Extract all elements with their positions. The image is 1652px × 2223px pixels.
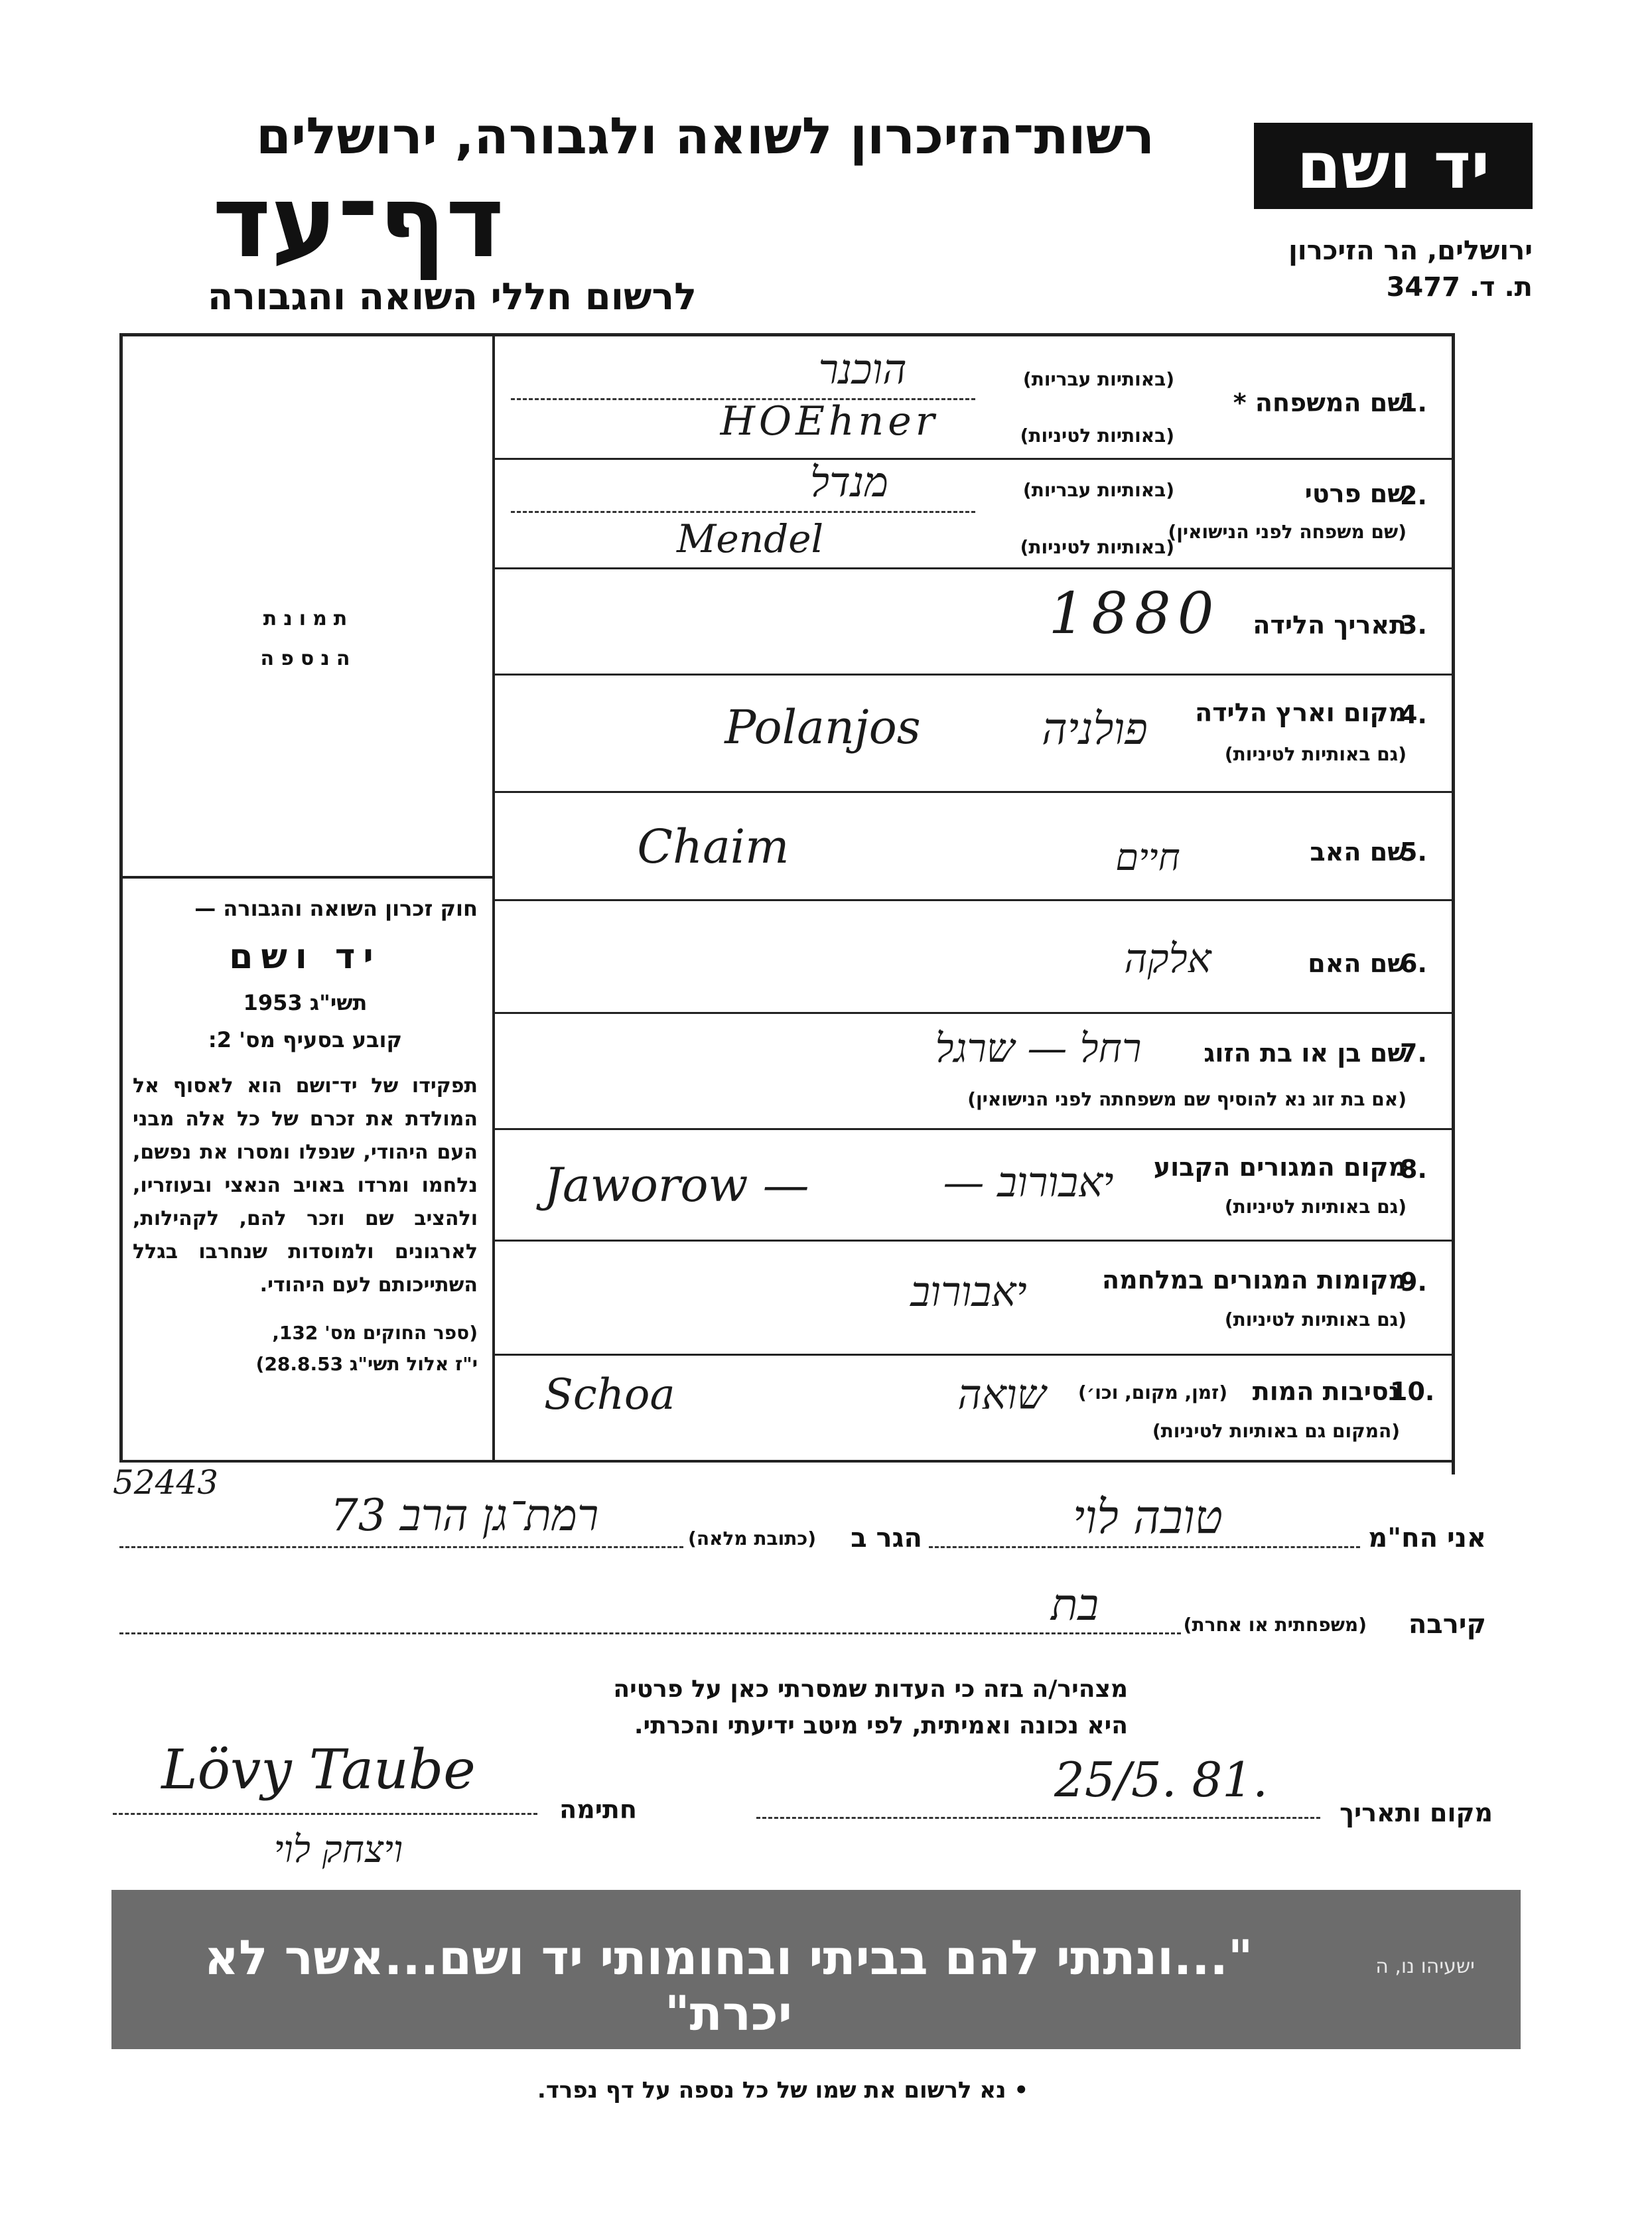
signature-value[interactable]: Lövy Taube: [161, 1739, 476, 1802]
address-line: ירושלים, הר הזיכרון: [1288, 236, 1533, 266]
field-4-value-latin[interactable]: Polanjos: [724, 700, 921, 754]
signature-hebrew: ויצחק לוי: [273, 1828, 403, 1871]
field-3-number: 3.: [1400, 610, 1427, 640]
law-title: חוק זכרון השואה והגבורה —: [194, 896, 478, 921]
field-3-label: תאריך הלידה: [1253, 610, 1407, 640]
signature-underline: [113, 1813, 537, 1815]
field-4-value-hebrew[interactable]: פולניה: [1042, 703, 1148, 754]
field-7-number: 7.: [1400, 1039, 1427, 1068]
field-1-hint-hebrew: (באותיות עבריות): [1022, 368, 1174, 390]
field-7-sublabel: (אם בת זוג נא להוסיף שם משפחתה לפני הנישואין): [967, 1088, 1407, 1110]
field-8-number: 8.: [1400, 1155, 1427, 1184]
field-2-value-latin[interactable]: Mendel: [677, 516, 824, 561]
field-1-hint-latin: (באותיות לטיניות): [1020, 425, 1174, 447]
row-divider-7: [492, 1128, 1454, 1130]
banner-source: ישעיהו נו, ה: [1375, 1955, 1475, 1978]
law-reference-1: (ספר החוקים מס' 132,: [272, 1322, 478, 1344]
form-title: דף־עד: [212, 165, 504, 280]
declarant-underline: [929, 1546, 1360, 1548]
field-2-hint-hebrew: (באותיות עבריות): [1022, 479, 1174, 501]
field-6-number: 6.: [1400, 949, 1427, 978]
row-divider-3: [492, 674, 1454, 676]
field-10-label-hint: (זמן, מקום, וכו׳): [1078, 1382, 1227, 1403]
field-5-value-hebrew[interactable]: חיים: [1115, 836, 1180, 879]
field-2-value-hebrew[interactable]: מנדל: [810, 458, 888, 506]
statement-line-1: מצהיר/ה בזה כי העדות שמסרתי כאן על פרטיה: [613, 1676, 1128, 1703]
institution-name: רשות־הזיכרון לשואה ולגבורה, ירושלים: [256, 106, 1154, 165]
field-3-value[interactable]: 1880: [1048, 581, 1221, 647]
field-5-label: שם האב: [1310, 837, 1407, 867]
law-name: יד ושם: [229, 937, 381, 977]
field-4-label: מקום וארץ הלידה: [1195, 698, 1407, 727]
field-2-sublabel: (שם משפחה לפני הנישואין): [1168, 521, 1407, 543]
field-1-number: 1.: [1400, 388, 1427, 417]
form-left-border: [119, 333, 123, 1461]
field-10-value-latin[interactable]: Schoa: [544, 1370, 675, 1419]
address-value[interactable]: רמת־גן הרב 73: [330, 1490, 599, 1541]
field-1-value-latin[interactable]: HOEhner: [720, 398, 939, 445]
field-9-label: מקומות המגורים במלחמה: [1101, 1265, 1407, 1295]
po-box: ת. ד. 3477: [1386, 272, 1533, 303]
resides-label: הגר ב: [851, 1523, 922, 1553]
field-8-label: מקום המגורים הקבוע: [1153, 1153, 1407, 1182]
statement-line-2: היא נכונה ואמיתית, לפי מיטב ידיעתי והכרתי.: [634, 1712, 1128, 1739]
field-4-sublabel: (גם באותיות לטיניות): [1224, 743, 1407, 765]
row-divider-4: [492, 791, 1454, 793]
field-10-number: 10.: [1390, 1377, 1435, 1406]
field-7-label: שם בן או בת הזוג: [1204, 1039, 1407, 1068]
law-section: קובע בסעיף מס' 2:: [208, 1027, 403, 1052]
form-subtitle: לרשום חללי השואה והגבורה: [207, 275, 697, 319]
field-5-value-latin[interactable]: Chaim: [637, 820, 790, 874]
field-10-value-hebrew[interactable]: שואה: [957, 1370, 1046, 1419]
field-2-hint-latin: (באותיות לטיניות): [1020, 536, 1174, 558]
date-underline: [756, 1817, 1320, 1819]
field-9-value[interactable]: יאבורוב: [910, 1267, 1027, 1316]
photo-placeholder-line1: תמונת: [263, 607, 354, 630]
field-9-number: 9.: [1400, 1267, 1427, 1297]
field-9-sublabel: (גם באותיות לטיניות): [1224, 1309, 1407, 1330]
field-5-number: 5.: [1400, 837, 1427, 867]
declarant-name[interactable]: טובה לוי: [1072, 1490, 1223, 1544]
row-divider-6: [492, 1012, 1454, 1014]
field-8-sublabel: (גם באותיות לטיניות): [1224, 1196, 1407, 1218]
law-box: [133, 896, 478, 1375]
declarant-label: אני הח"מ: [1368, 1523, 1486, 1553]
address-underline: [119, 1546, 683, 1548]
law-body: תפקידו של יד־ושם הוא לאסוף אל המולדת את זכרם של כל אלה מבני העם היהודי, שנפלו ומסרו את נפשם, נלחמו ומרדו באויב הנאצי ובעוזריו, ולהציב שם וזכר להם, לקהילות, לארגונים ולמוסדות שנחרבו בגלל השתייכותם לעם היהודי.: [133, 1074, 478, 1297]
field-2-number: 2.: [1400, 481, 1427, 510]
field-1-value-hebrew[interactable]: הוכנר: [818, 345, 907, 394]
law-reference-2: י"ז אלול תשי"ג 28.8.53): [255, 1353, 478, 1375]
relation-underline: [119, 1632, 1181, 1634]
field-6-value[interactable]: אלקה: [1124, 936, 1211, 982]
signature-label: חתימה: [559, 1795, 637, 1824]
banner-quote: "...ונתתי להם בביתי ובחומותי יד ושם...אשר לא יכרת": [204, 1930, 1253, 2041]
row-divider-1: [492, 458, 1454, 460]
law-year: תשי"ג 1953: [243, 990, 368, 1015]
photo-box-bottom: [119, 876, 494, 879]
address-extra: 52443: [113, 1463, 219, 1502]
place-date-label: מקום ותאריך: [1340, 1798, 1493, 1828]
photo-placeholder-line2: הנספה: [260, 647, 357, 670]
field-4-number: 4.: [1400, 700, 1427, 729]
date-value[interactable]: 25/5. 81.: [1054, 1752, 1268, 1808]
form-top-border: [119, 333, 1454, 336]
field-2-underline: [511, 511, 975, 513]
field-10-label: נסיבות המות: [1252, 1377, 1400, 1406]
form-bottom-border: [119, 1460, 1454, 1463]
row-divider-8: [492, 1240, 1454, 1242]
relation-hint: (משפחתית או אחרת): [1183, 1614, 1367, 1636]
field-8-value-latin[interactable]: Jaworow —: [544, 1158, 809, 1212]
quote-banner: [111, 1890, 1521, 2049]
row-divider-2: [492, 567, 1454, 569]
form-right-border: [1452, 333, 1455, 1474]
field-8-value-hebrew[interactable]: יאבורוב —: [943, 1158, 1114, 1206]
row-divider-9: [492, 1354, 1454, 1356]
field-1-label: שם המשפחה *: [1233, 388, 1407, 417]
field-7-value[interactable]: רחל — שרגל: [935, 1025, 1142, 1072]
field-1-underline: [511, 398, 975, 400]
relation-label: קירבה: [1408, 1609, 1486, 1640]
relation-value[interactable]: בת: [1050, 1579, 1099, 1630]
address-hint: (כתובת מלאה): [688, 1528, 816, 1549]
footnote: • נא לרשום את שמו של כל נספה על דף נפרד.: [537, 2077, 1029, 2104]
row-divider-5: [492, 899, 1454, 901]
field-6-label: שם האם: [1308, 949, 1407, 978]
yad-vashem-logo: יד ושם: [1254, 123, 1533, 209]
field-2-label: שם פרטי: [1304, 479, 1407, 508]
column-divider: [492, 333, 495, 1461]
field-10-sublabel: (המקום גם באותיות לטיניות): [1152, 1420, 1400, 1442]
